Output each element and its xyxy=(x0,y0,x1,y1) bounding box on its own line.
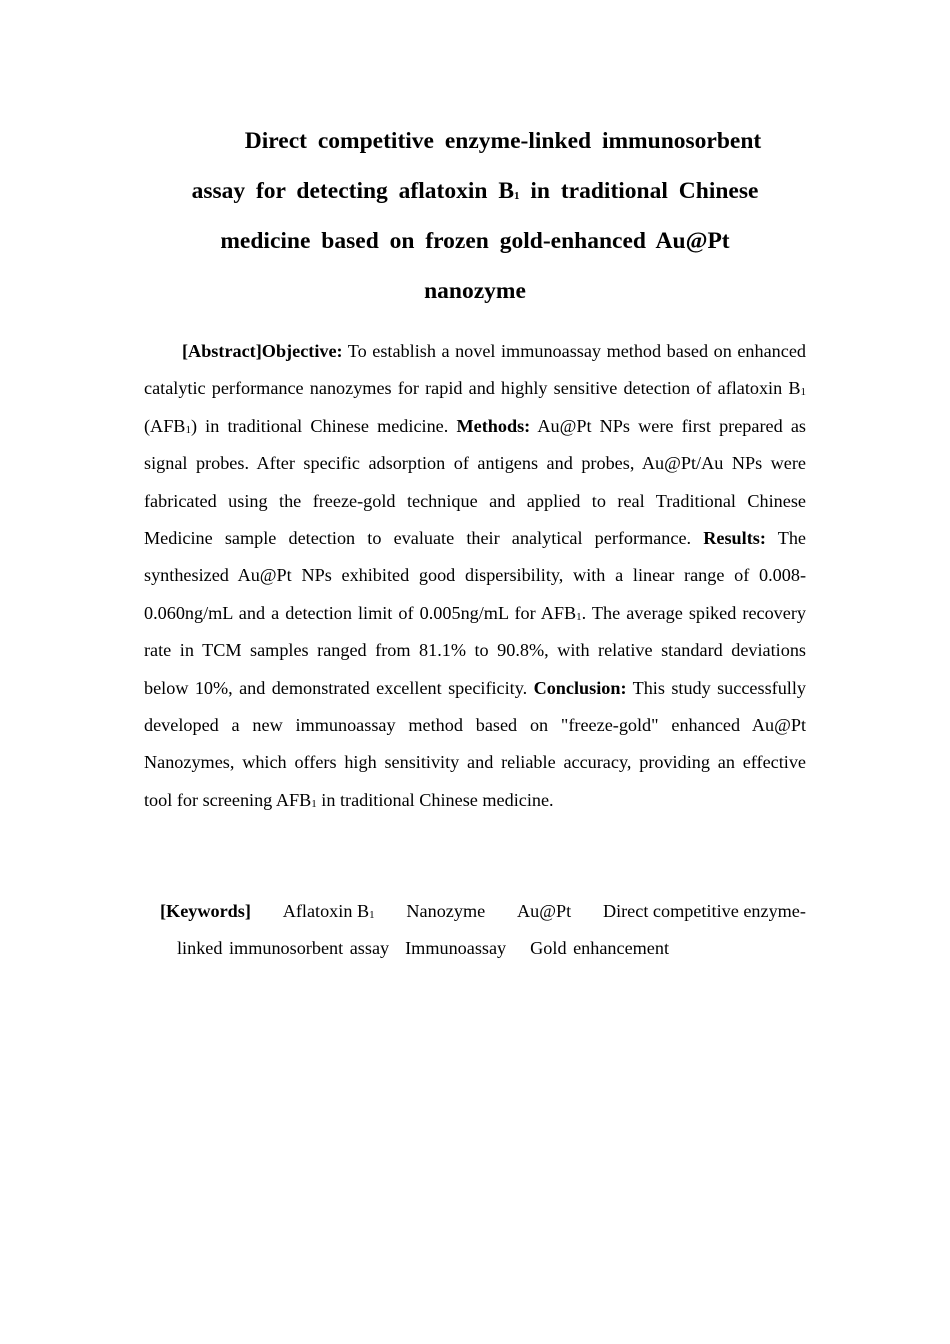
keywords-line-1 xyxy=(160,893,806,930)
keywords-section xyxy=(160,893,806,968)
abstract-indent xyxy=(144,341,182,361)
keyword-direct-competitive-part1: Direct competitive enzyme- xyxy=(602,901,806,921)
paper-title xyxy=(144,116,806,316)
title-line-3: medicine based on frozen gold-enhanced Au@Pt xyxy=(220,228,730,254)
title-line-4: nanozyme xyxy=(424,278,526,304)
conclusion-label: Conclusion: xyxy=(533,677,627,698)
results-label: Results: xyxy=(703,528,766,549)
methods-label: Methods: xyxy=(456,415,531,436)
title-line-1: Direct competitive enzyme-linked immunosorbent xyxy=(244,128,762,154)
abstract-paragraph xyxy=(144,333,806,819)
keyword-aupt: Au@Pt xyxy=(516,901,572,921)
objective-subscript-1: 1 xyxy=(800,386,806,399)
results-text-2: . The average spiked recovery rate in TCM samples ranged from 81.1% to 90.8%, with relative standard deviations below 10%, and demonstrated excellent specificity. xyxy=(144,602,806,698)
objective-text-2: (AFB xyxy=(144,415,186,436)
keyword-subscript: 1 xyxy=(369,909,375,921)
keyword-aflatoxin xyxy=(283,893,375,930)
conclusion-subscript: 1 xyxy=(311,797,317,810)
objective-text-1: To establish a novel immunoassay method based on enhanced catalytic performance nanozymes for rapid and highly sensitive detection of aflatoxin B xyxy=(144,341,806,399)
keyword-nanozyme: Nanozyme xyxy=(406,901,486,921)
results-text-1: The synthesized Au@Pt NPs exhibited good dispersibility, with a linear range of 0.008-0.060ng/mL and a detection limit of 0.005ng/mL for AFB xyxy=(144,528,807,623)
keyword-gold-enhancement: Gold enhancement xyxy=(530,938,670,959)
objective-label: Objective: xyxy=(261,341,343,361)
keywords-label: [Keywords] xyxy=(160,901,251,921)
abstract-label: [Abstract] xyxy=(182,341,262,361)
conclusion-text-1: This study successfully developed a new immunoassay method based on "freeze-gold" enhanced Au@Pt Nanozymes, which offers high sensitivity and reliable accuracy, providing an effective tool for screening AFB xyxy=(144,677,806,810)
title-line-2 xyxy=(144,166,806,216)
title-line-2-text-a: assay for detecting aflatoxin B xyxy=(191,178,514,204)
objective-text-3: ) in traditional Chinese medicine. xyxy=(190,415,457,436)
methods-text: Au@Pt NPs were first prepared as signal probes. After specific adsorption of antigens and probes, Au@Pt/Au NPs were fabricated using the freeze-gold technique and applied to real Traditional Chinese Medicine sample detection to evaluate their analytical performance. xyxy=(144,415,806,549)
objective-subscript-2: 1 xyxy=(185,423,191,436)
conclusion-text-2: in traditional Chinese medicine. xyxy=(316,789,554,810)
title-subscript: 1 xyxy=(514,190,520,202)
keywords-line-2 xyxy=(160,930,806,967)
title-line-2-text-b: in traditional Chinese xyxy=(519,178,759,204)
results-subscript: 1 xyxy=(576,610,582,623)
keyword-direct-competitive-part2: linked immunosorbent assay xyxy=(177,938,390,959)
keyword-immunoassay: Immunoassay xyxy=(405,938,507,959)
keyword-aflatoxin-text: Aflatoxin B xyxy=(282,901,370,921)
